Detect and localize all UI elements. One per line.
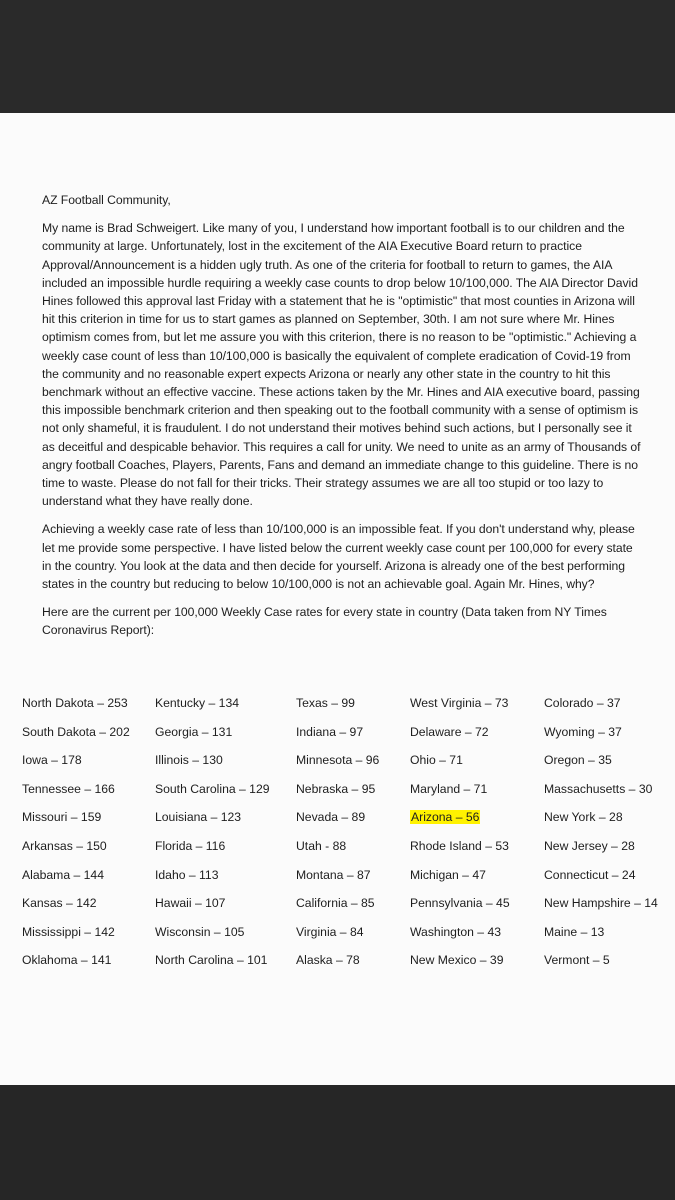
table-cell: Nevada – 89 xyxy=(296,810,366,825)
table-cell: Mississippi – 142 xyxy=(22,924,115,939)
table-cell: Massachusetts – 30 xyxy=(544,781,653,796)
table-cell: North Carolina – 101 xyxy=(155,953,268,968)
table-cell: Indiana – 97 xyxy=(296,724,364,739)
table-cell: Maryland – 71 xyxy=(410,781,488,796)
table-cell: Delaware – 72 xyxy=(410,724,489,739)
table-cell: Pennsylvania – 45 xyxy=(410,896,510,911)
table-cell: North Dakota – 253 xyxy=(22,696,128,710)
table-cell: Idaho – 113 xyxy=(155,867,219,882)
highlighted-cell-arizona: Arizona – 56 xyxy=(411,810,480,825)
table-cell: Michigan – 47 xyxy=(410,867,486,882)
table-cell: Oregon – 35 xyxy=(544,753,612,768)
table-cell: Montana – 87 xyxy=(296,867,371,882)
table-cell: Minnesota – 96 xyxy=(296,753,380,768)
table-cell: Utah - 88 xyxy=(296,838,347,853)
greeting: AZ Football Community, xyxy=(42,193,171,207)
table-cell: Arkansas – 150 xyxy=(22,838,107,853)
table-cell: Ohio – 71 xyxy=(410,753,463,768)
table-cell: Missouri – 159 xyxy=(22,810,102,825)
table-cell: Washington – 43 xyxy=(410,924,502,939)
paragraph-2: Achieving a weekly case rate of less than 10/100,000 is an impossible feat. If you don't understand why, please let me provide some perspective. I have listed below the current weekly case count per 100,000 for every state in the country. You look at the data and then decide for yourself. Arizona is already one of the best performing states in the country but reducing to below 10/100,000 is not an achievable goal. Again Mr. Hines, why? xyxy=(42,522,635,592)
table-cell: Iowa – 178 xyxy=(22,753,82,768)
letter-body xyxy=(42,191,642,640)
table-cell: Oklahoma – 141 xyxy=(22,953,112,968)
table-cell: Kentucky – 134 xyxy=(155,696,240,710)
top-dark-bar xyxy=(0,0,675,113)
table-cell: California – 85 xyxy=(296,896,375,911)
table-cell: New York – 28 xyxy=(544,810,623,825)
table-cell: Virginia – 84 xyxy=(296,924,364,939)
table-cell: Illinois – 130 xyxy=(155,753,223,768)
paragraph-3: Here are the current per 100,000 Weekly Case rates for every state in country (Data taken from NY Times Coronavirus Report): xyxy=(42,605,607,638)
document-page xyxy=(0,113,675,1085)
table-cell: Louisiana – 123 xyxy=(155,810,242,825)
table-cell: Alabama – 144 xyxy=(22,867,104,882)
table-cell: Georgia – 131 xyxy=(155,724,233,739)
table-cell: Maine – 13 xyxy=(544,924,605,939)
table-cell: New Jersey – 28 xyxy=(544,838,635,853)
table-cell: Wisconsin – 105 xyxy=(155,924,245,939)
table-cell: Colorado – 37 xyxy=(544,696,621,710)
table-cell: Vermont – 5 xyxy=(544,953,610,968)
table-cell: Hawaii – 107 xyxy=(155,896,226,911)
table-cell: South Dakota – 202 xyxy=(22,724,130,739)
table-cell: New Hampshire – 14 xyxy=(544,896,658,911)
bottom-dark-bar xyxy=(0,1085,675,1200)
paragraph-1: My name is Brad Schweigert. Like many of you, I understand how important football is to our children and the community at large. Unfortunately, lost in the excitement of the AIA Executive Board return to practice Approval/Announcement is a hidden ugly truth. As one of the criteria for football to return to games, the AIA included an impossible hurdle requiring a weekly case counts to drop below 10/100,000. The AIA Director David Hines followed this approval last Friday with a statement that he is "optimistic" that most counties in Arizona will hit this criterion in time for us to start games as planned on September, 30th. I am not sure where Mr. Hines optimism comes from, but let me assure you with this criterion, there is no reason to be "optimistic." Achieving a weekly case count of less than 10/100,000 is basically the equivalent of complete eradication of Covid-19 from the community and no reasonable expert expects Arizona or nearly any other state in the country to hit this benchmark without an effective vaccine. These actions taken by the Mr. Hines and AIA executive board, passing this impossible benchmark criterion and then speaking out to the football community with a sense of optimism is not only shameful, it is fraudulent. I do not understand their motives behind such actions, but I personally see it as deceitful and despicable behavior. This requires a call for unity. We need to unite as an army of Thousands of angry football Coaches, Players, Parents, Fans and demand an immediate change to this guideline. There is no time to waste. Please do not fall for their tricks. Their strategy assumes we are all too stupid or too lazy to understand what they have really done. xyxy=(42,221,641,509)
table-cell: West Virginia – 73 xyxy=(410,696,509,710)
table-cell: Texas – 99 xyxy=(296,696,355,710)
table-cell: Florida – 116 xyxy=(155,838,226,853)
table-cell: Kansas – 142 xyxy=(22,896,97,911)
table-cell: Rhode Island – 53 xyxy=(410,838,509,853)
table-cell: Tennessee – 166 xyxy=(22,781,115,796)
table-cell: New Mexico – 39 xyxy=(410,953,504,968)
table-cell: South Carolina – 129 xyxy=(155,781,270,796)
table-cell: Wyoming – 37 xyxy=(544,724,622,739)
table-cell: Connecticut – 24 xyxy=(544,867,636,882)
table-cell: Nebraska – 95 xyxy=(296,781,376,796)
table-cell: Alaska – 78 xyxy=(296,953,360,968)
